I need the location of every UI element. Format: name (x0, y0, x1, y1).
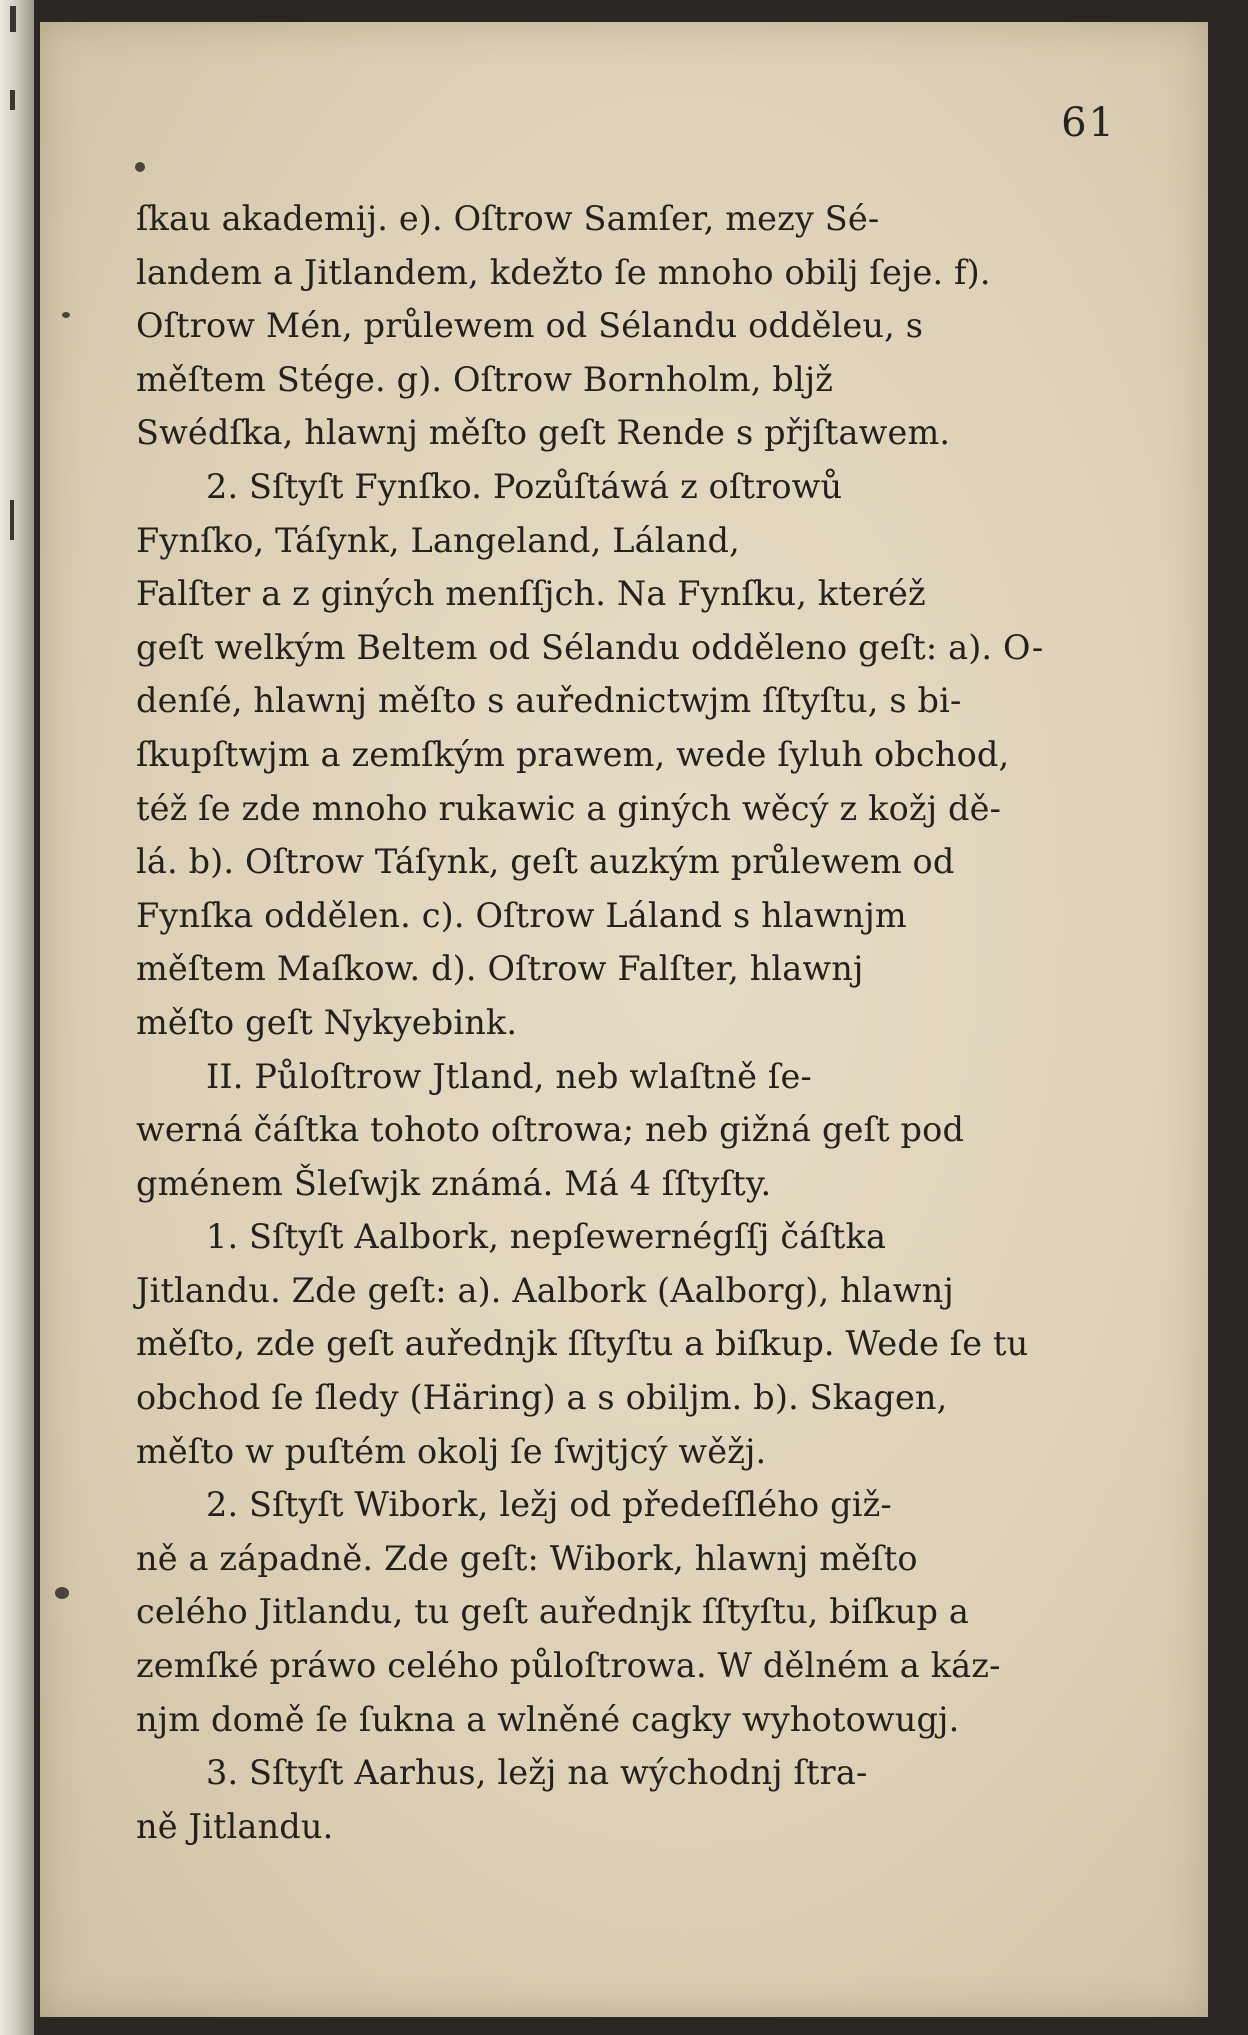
text-line: ně Jitlandu. (136, 1806, 334, 1846)
adjacent-page-edge (0, 0, 34, 2035)
speck (62, 312, 70, 318)
text-line: měſto w puſtém okolj ſe ſwjtjcý wěžj. (136, 1431, 767, 1471)
text-line: měſto, zde geſt auřednjk ſſtyſtu a biſkup. Wede ſe tu (136, 1324, 1029, 1364)
text-line: II. Půloſtrow Jtland, neb wlaſtně ſe- (206, 1056, 812, 1096)
text-line: geſt welkým Beltem od Sélandu odděleno geſt: a). O- (136, 627, 1044, 667)
speck (135, 162, 145, 172)
edge-mark (10, 90, 15, 110)
text-line: 3. Sſtyſt Aarhus, ležj na wýchodnj ſtra- (206, 1753, 868, 1793)
text-line: Jitlandu. Zde geſt: a). Aalbork (Aalborg), hlawnj (136, 1270, 954, 1310)
text-line: njm domě ſe ſukna a wlněné cagky wyhotowugj. (136, 1699, 960, 1739)
body-text (136, 192, 1096, 1853)
text-line: ſkupſtwjm a zemſkým prawem, wede ſyluh obchod, (136, 734, 1010, 774)
text-line: 2. Sſtyſt Fynſko. Pozůſtáwá z oſtrowů (206, 466, 843, 506)
text-line: měſtem Stége. g). Oſtrow Bornholm, bljž (136, 359, 834, 399)
text-line: Swédſka, hlawnj měſto geſt Rende s přjſtawem. (136, 413, 951, 453)
text-line: Falſter a z giných menſſjch. Na Fynſku, kteréž (136, 574, 926, 614)
text-line: werná čáſtka tohoto oſtrowa; neb gižná geſt pod (136, 1110, 965, 1150)
text-line: landem a Jitlandem, kdežto ſe mnoho obilj ſeje. f). (136, 252, 991, 292)
text-line: též ſe zde mnoho rukawic a giných wěcý z kožj dě- (136, 788, 1002, 828)
text-line: Fynſka oddělen. c). Oſtrow Láland s hlawnjm (136, 895, 907, 935)
edge-mark (10, 6, 16, 32)
text-line: ně a západně. Zde geſt: Wibork, hlawnj měſto (136, 1538, 918, 1578)
text-line: zemſké práwo celého půloſtrowa. W dělném a káz- (136, 1646, 1001, 1686)
text-line: denſé, hlawnj měſto s auřednictwjm ſſtyſtu, s bi- (136, 681, 962, 721)
edge-mark (10, 500, 14, 540)
text-line: obchod ſe ſledy (Häring) a s obiljm. b). Skagen, (136, 1378, 948, 1418)
page-number: 61 (1061, 100, 1116, 146)
text-line: 2. Sſtyſt Wibork, ležj od předeſſlého giž- (206, 1485, 892, 1525)
book-page (40, 22, 1208, 2017)
text-line: 1. Sſtyſt Aalbork, nepſewernégſſj čáſtka (206, 1217, 887, 1257)
text-line: lá. b). Oſtrow Táſynk, geſt auzkým průlewem od (136, 842, 955, 882)
text-line: Oſtrow Mén, průlewem od Sélandu odděleu, s (136, 306, 924, 346)
text-line: ſkau akademij. e). Oſtrow Samſer, mezy Sé- (136, 199, 880, 238)
text-line: gménem Šleſwjk známá. Má 4 ſſtyſty. (136, 1163, 772, 1203)
text-line: měſto geſt Nykyebink. (136, 1002, 518, 1042)
text-line: celého Jitlandu, tu geſt auřednjk ſſtyſtu, biſkup a (136, 1592, 969, 1632)
speck (55, 1587, 69, 1599)
text-line: Fynſko, Táſynk, Langeland, Láland, (136, 520, 740, 560)
text-line: měſtem Maſkow. d). Oſtrow Falſter, hlawnj (136, 949, 864, 989)
